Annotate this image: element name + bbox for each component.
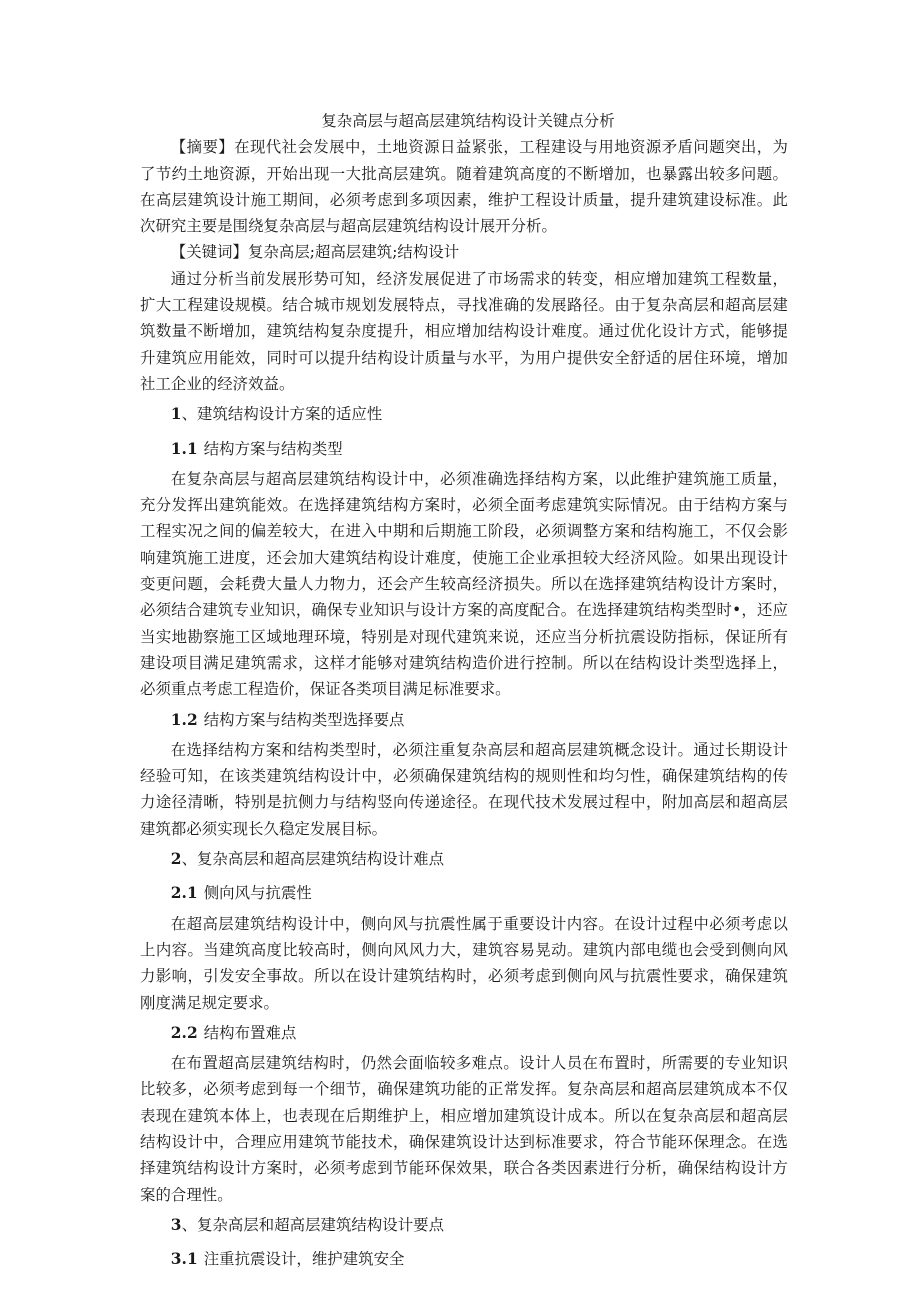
section-2-2-heading — [140, 1016, 788, 1050]
section-1-2-number: 1.2 — [170, 710, 198, 729]
section-1-number: 1 — [170, 405, 182, 424]
section-1-1-heading — [140, 432, 788, 466]
document-title: 复杂高层与超高层建筑结构设计关键点分析 — [321, 112, 615, 130]
section-2-number: 2 — [170, 850, 182, 869]
section-3-1-title: 注重抗震设计，维护建筑安全 — [203, 1250, 405, 1269]
keywords-paragraph: 【关键词】复杂高层;超高层建筑;结构设计 — [170, 243, 460, 262]
section-1-2-title: 结构方案与结构类型选择要点 — [203, 710, 405, 729]
section-1-title: 、建筑结构设计方案的适应性 — [181, 405, 383, 424]
section-3-title: 、复杂高层和超高层建筑结构设计要点 — [181, 1215, 445, 1234]
section-1-1-title: 结构方案与结构类型 — [203, 439, 343, 458]
document-page — [140, 108, 788, 1276]
section-2-1-title: 侧向风与抗震性 — [203, 884, 312, 903]
section-2-2-title: 结构布置难点 — [203, 1023, 297, 1042]
section-2-2-body: 在布置超高层建筑结构时，仍然会面临较多难点。设计人员在布置时，所需要的专业知识比较多，必须考虑到每一个细节，确保建筑功能的正常发挥。复杂高层和超高层建筑成本不仅表现在建筑本体上，也表现在后期维护上，相应增加建筑设计成本。所以在复杂高层和超高层结构设计中，合理应用建筑节能技术，确保建筑设计达到标准要求，符合节能环保理念。在选择建筑结构设计方案时，必须考虑到节能环保效果，联合各类因素进行分析，确保结构设计方案的合理性。 — [140, 1054, 788, 1204]
section-2-1-heading — [140, 876, 788, 910]
section-1-1-body: 在复杂高层与超高层建筑结构设计中，必须准确选择结构方案，以此维护建筑施工质量，充分发挥出建筑能效。在选择建筑结构方案时，必须全面考虑建筑实际情况。由于结构方案与工程实况之间的偏差较大，在进入中期和后期施工阶段，必须调整方案和结构施工，不仅会影响建筑施工进度，还会加大建筑结构设计难度，使施工企业承担较大经济风险。如果出现设计变更问题，会耗费大量人力物力，还会产生较高经济损失。所以在选择建筑结构设计方案时，必须结合建筑专业知识，确保专业知识与设计方案的高度配合。在选择建筑结构类型时•，还应当实地勘察施工区域地理环境，特别是对现代建筑来说，还应当分析抗震设防指标，保证所有建设项目满足建筑需求，这样才能够对建筑结构造价进行控制。所以在结构设计类型选择上，必须重点考虑工程造价，保证各类项目满足标准要求。 — [140, 469, 788, 699]
section-1-heading — [140, 397, 788, 431]
intro-paragraph: 通过分析当前发展形势可知，经济发展促进了市场需求的转变，相应增加建筑工程数量，扩大工程建设规模。结合城市规划发展特点，寻找准确的发展路径。由于复杂高层和超高层建筑数量不断增加，建筑结构复杂度提升，相应增加结构设计难度。通过优化设计方式，能够提升建筑应用能效，同时可以提升结构设计质量与水平，为用户提供安全舒适的居住环境，增加社工企业的经济效益。 — [140, 269, 788, 393]
section-3-1-number: 3.1 — [170, 1250, 198, 1269]
section-1-2-heading — [140, 703, 788, 737]
section-1-1-number: 1.1 — [170, 439, 198, 458]
section-3-1-heading — [140, 1242, 788, 1276]
section-3-heading — [140, 1208, 788, 1242]
section-3-number: 3 — [170, 1215, 182, 1234]
section-2-1-body: 在超高层建筑结构设计中，侧向风与抗震性属于重要设计内容。在设计过程中必须考虑以上内容。当建筑高度比较高时，侧向风风力大，建筑容易晃动。建筑内部电缆也会受到侧向风力影响，引发安全事故。所以在设计建筑结构时，必须考虑到侧向风与抗震性要求，确保建筑刚度满足规定要求。 — [140, 914, 788, 1012]
section-1-2-body: 在选择结构方案和结构类型时，必须注重复杂高层和超高层建筑概念设计。通过长期设计经验可知，在该类建筑结构设计中，必须确保建筑结构的规则性和均匀性，确保建筑结构的传力途径清晰，特别是抗侧力与结构竖向传递途径。在现代技术发展过程中，附加高层和超高层建筑都必须实现长久稳定发展目标。 — [140, 740, 788, 838]
section-2-1-number: 2.1 — [170, 884, 198, 903]
abstract-paragraph: 【摘要】在现代社会发展中，土地资源日益紧张，工程建设与用地资源矛盾问题突出，为了节约土地资源，开始出现一大批高层建筑。随着建筑高度的不断增加，也暴露出较多问题。在高层建筑设计施工期间，必须考虑到多项因素，维护工程设计质量，提升建筑建设标准。此次研究主要是围绕复杂高层与超高层建筑结构设计展开分析。 — [140, 138, 788, 236]
section-2-heading — [140, 842, 788, 876]
section-2-title: 、复杂高层和超高层建筑结构设计难点 — [181, 850, 445, 869]
section-2-2-number: 2.2 — [170, 1023, 198, 1042]
